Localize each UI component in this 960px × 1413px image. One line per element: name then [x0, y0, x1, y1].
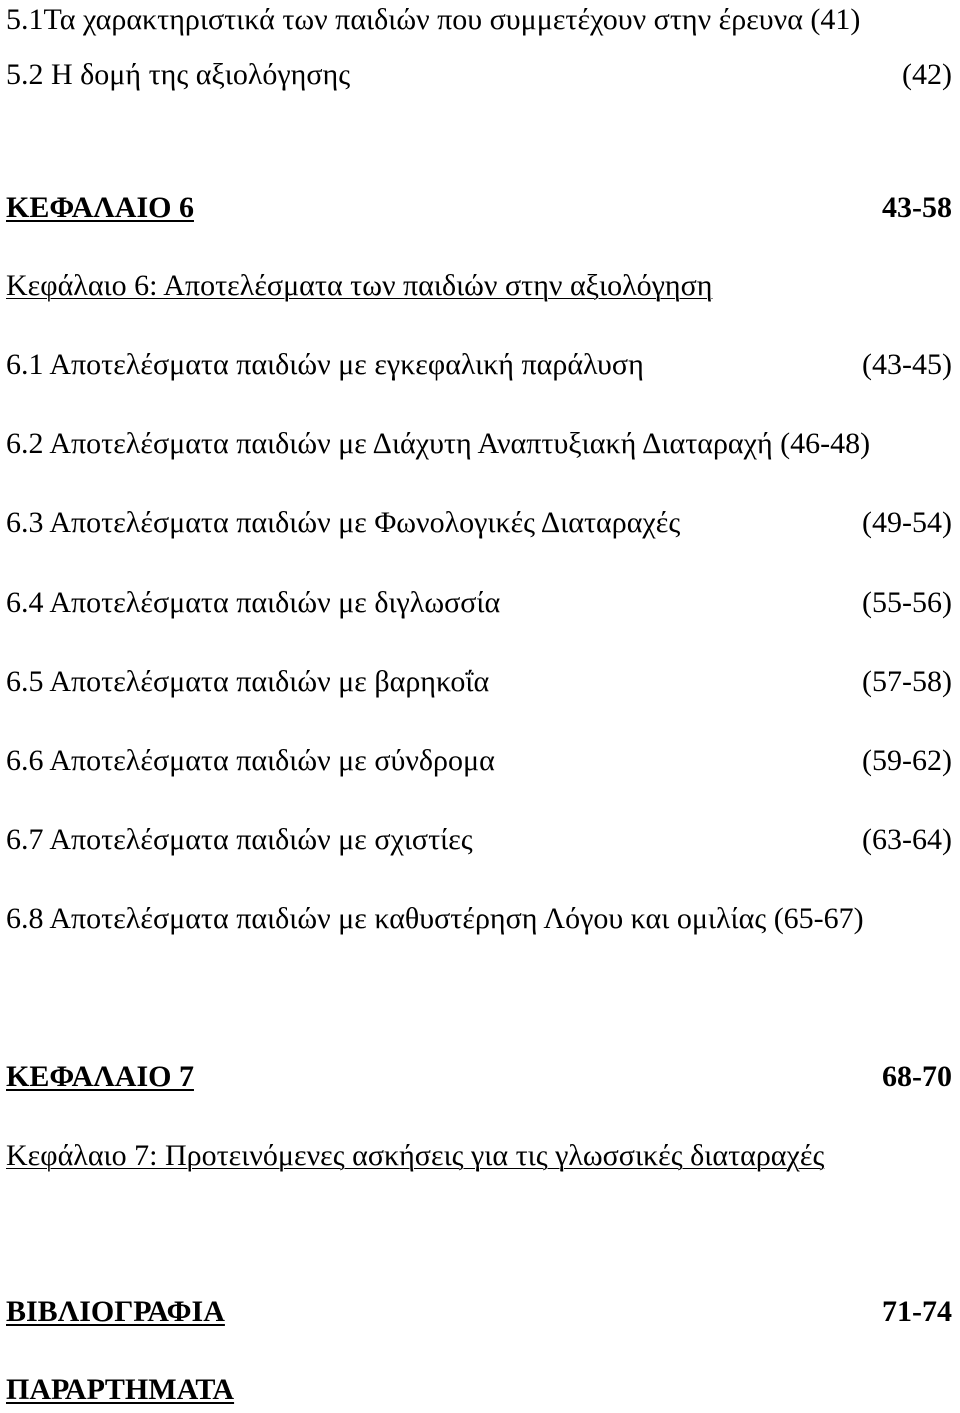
- toc-entry-6-4: [6, 585, 952, 621]
- toc-entry-title: 6.6 Αποτελέσματα παιδιών με σύνδρομα: [6, 744, 495, 777]
- chapter-6-heading-row: [6, 190, 952, 226]
- toc-entry-title: 6.8 Αποτελέσματα παιδιών με καθυστέρηση Λόγου και ομιλίας (65-67): [6, 902, 864, 935]
- appendices-heading: ΠΑΡΑΡΤΗΜΑΤΑ: [6, 1373, 235, 1406]
- bibliography-heading: ΒΙΒΛΙΟΓΡΑΦΙΑ: [6, 1295, 225, 1328]
- toc-entry-pages: (43-45): [862, 348, 952, 381]
- toc-entry-6-7: [6, 822, 952, 858]
- chapter-7-subtitle-row: [6, 1138, 952, 1174]
- bibliography-row: [6, 1294, 952, 1330]
- toc-entry-title: 6.2 Αποτελέσματα παιδιών με Διάχυτη Αναπτυξιακή Διαταραχή (46-48): [6, 427, 871, 460]
- toc-entry-title: 6.4 Αποτελέσματα παιδιών με διγλωσσία: [6, 586, 501, 619]
- toc-entry-pages: (57-58): [862, 665, 952, 698]
- chapter-7-subtitle: Κεφάλαιο 7: Προτεινόμενες ασκήσεις για τις γλωσσικές διαταραχές: [6, 1139, 825, 1172]
- toc-entry-title: 5.1Τα χαρακτηριστικά των παιδιών που συμμετέχουν στην έρευνα (41): [6, 3, 861, 36]
- chapter-6-pages: 43-58: [882, 191, 952, 224]
- toc-entry-pages: (42): [902, 58, 952, 91]
- chapter-6-subtitle: Κεφάλαιο 6: Αποτελέσματα των παιδιών στην αξιολόγηση: [6, 269, 713, 302]
- toc-entry-pages: (59-62): [862, 744, 952, 777]
- toc-entry-pages: (63-64): [862, 823, 952, 856]
- toc-entry-pages: (49-54): [862, 506, 952, 539]
- chapter-6-heading: ΚΕΦΑΛΑΙΟ 6: [6, 191, 194, 224]
- toc-entry-title: 6.5 Αποτελέσματα παιδιών με βαρηκοΐα: [6, 665, 490, 698]
- bibliography-pages: 71-74: [882, 1295, 952, 1328]
- toc-entry-6-8: [6, 901, 952, 937]
- chapter-7-heading-row: [6, 1059, 952, 1095]
- toc-entry-title: 6.7 Αποτελέσματα παιδιών με σχιστίες: [6, 823, 473, 856]
- appendices-row: [6, 1372, 952, 1408]
- toc-entry-title: 6.1 Αποτελέσματα παιδιών με εγκεφαλική παράλυση: [6, 348, 644, 381]
- toc-entry-title: 5.2 Η δομή της αξιολόγησης: [6, 58, 351, 91]
- chapter-6-subtitle-row: [6, 268, 952, 304]
- toc-entry-pages: (55-56): [862, 586, 952, 619]
- toc-entry-title: 6.3 Αποτελέσματα παιδιών με Φωνολογικές Διαταραχές: [6, 506, 681, 539]
- toc-entry-6-6: [6, 743, 952, 779]
- toc-entry-6-3: [6, 505, 952, 541]
- toc-entry-5-2: [6, 57, 952, 93]
- toc-entry-5-1: [6, 2, 952, 38]
- chapter-7-heading: ΚΕΦΑΛΑΙΟ 7: [6, 1060, 194, 1093]
- toc-entry-6-2: [6, 426, 952, 462]
- toc-entry-6-5: [6, 664, 952, 700]
- chapter-7-pages: 68-70: [882, 1060, 952, 1093]
- toc-entry-6-1: [6, 347, 952, 383]
